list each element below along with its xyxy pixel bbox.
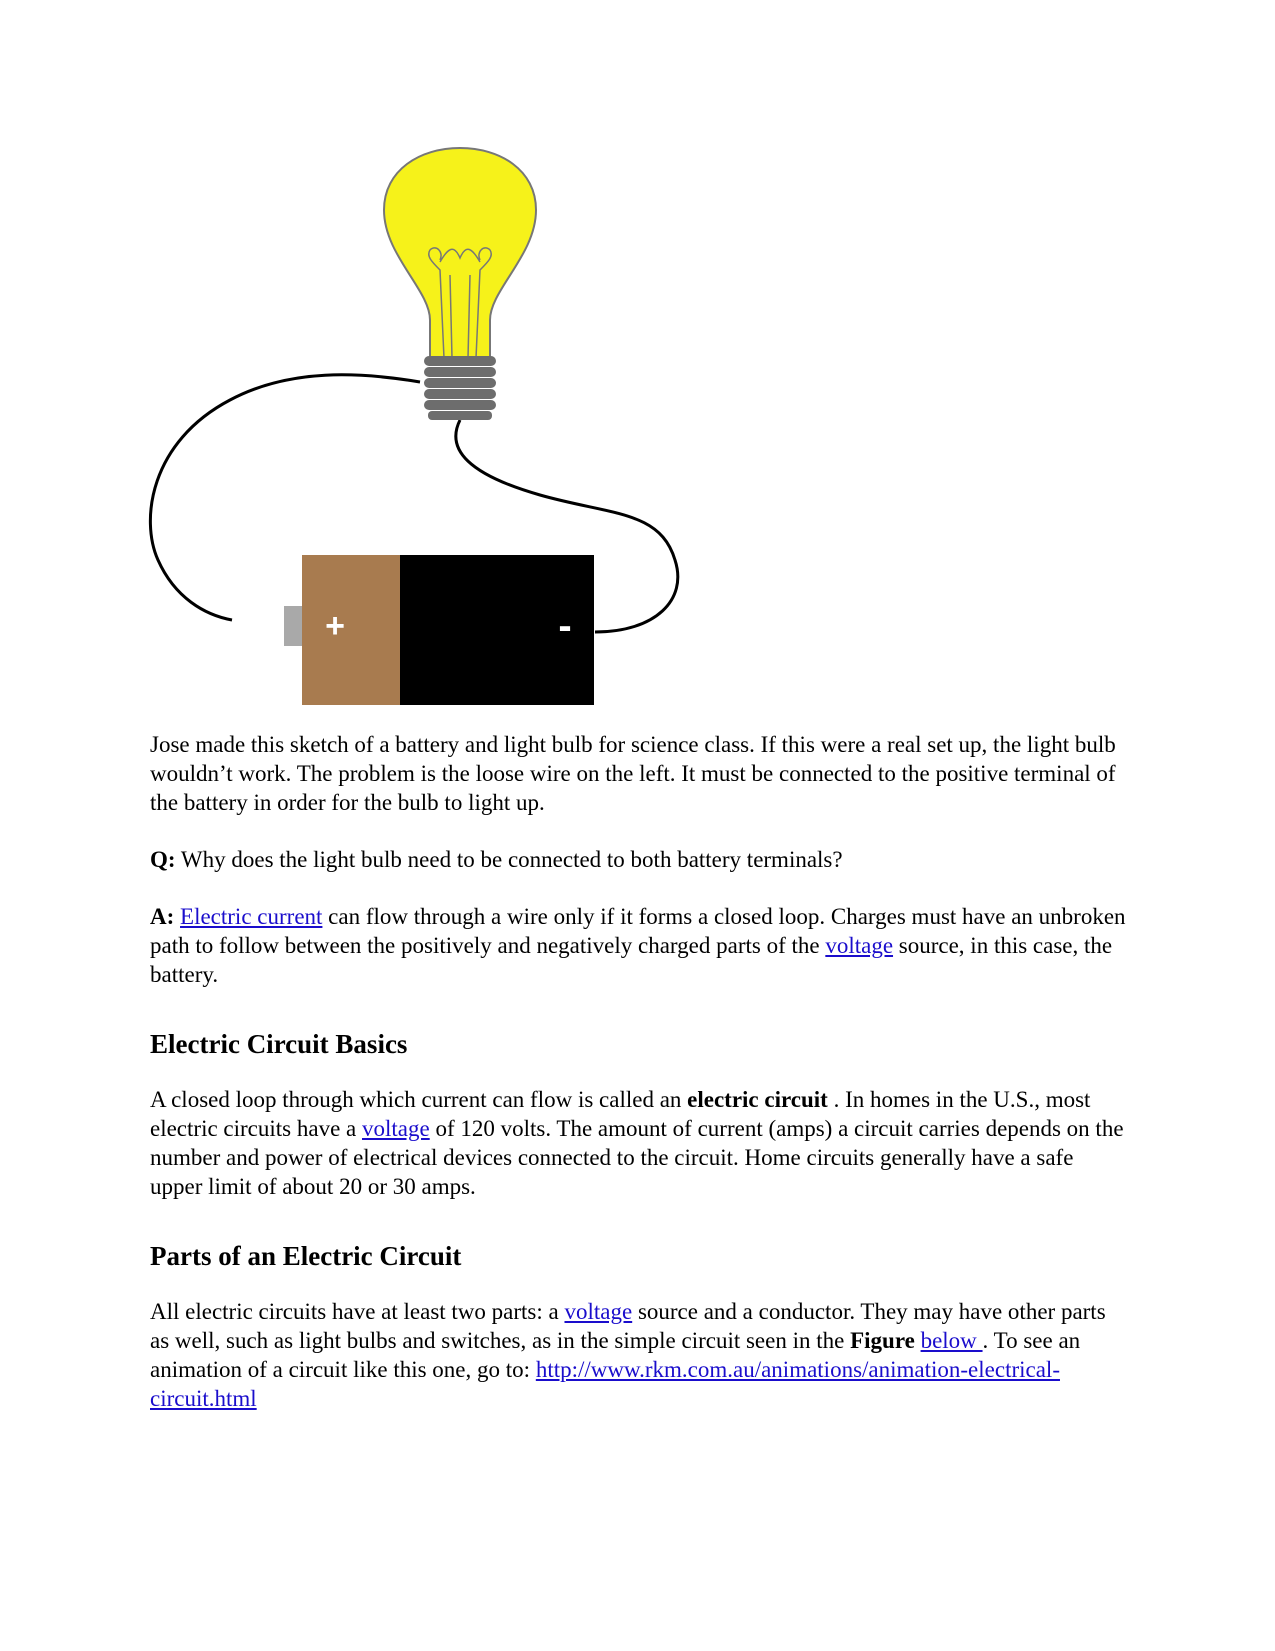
- parts-text-4: . To see an animation of a circuit like this one, go to:: [150, 1328, 1081, 1382]
- basics-paragraph: [150, 1085, 1130, 1201]
- basics-heading: Electric Circuit Basics: [150, 1029, 408, 1059]
- question-label: Q:: [150, 847, 176, 872]
- intro-paragraph: Jose made this sketch of a battery and light bulb for science class. If this were a real set up, the light bulb wouldn’t work. The problem is the loose wire on the left. It must be connected to the positive terminal of the battery in order for the bulb to light up.: [150, 732, 1116, 815]
- battery-nub: [284, 606, 302, 646]
- basics-text-2: . In homes in the U.S., most electric circuits have a: [150, 1087, 1091, 1141]
- question-paragraph: [150, 845, 1130, 874]
- figure-term: Figure: [850, 1328, 915, 1353]
- bulb-base: [424, 356, 496, 420]
- voltage-link-parts[interactable]: voltage: [564, 1299, 633, 1324]
- basics-text-3: of 120 volts. The amount of current (amps) a circuit carries depends on the number and power of electrical devices connected to the circuit. Home circuits generally have a safe upper limit of about 20 or 30 amps.: [150, 1116, 1124, 1199]
- answer-label: A:: [150, 904, 175, 929]
- question-text: Why does the light bulb need to be connected to both battery terminals?: [175, 847, 843, 872]
- parts-heading: Parts of an Electric Circuit: [150, 1241, 462, 1271]
- circuit-figure: [0, 0, 1275, 720]
- circuit-sketch: [0, 0, 1275, 720]
- parts-paragraph: [150, 1297, 1130, 1413]
- article-body: [150, 730, 1130, 1413]
- answer-text-1: can flow through a wire only if it forms a closed loop. Charges must have an unbroken path to follow between the positively and negatively charged parts of the: [150, 904, 1126, 958]
- electric-current-link[interactable]: Electric current: [180, 904, 323, 929]
- battery-plus-label: +: [325, 607, 345, 645]
- parts-text-2: source and a conductor. They may have other parts as well, such as light bulbs and switches, as in the simple circuit seen in the: [150, 1299, 1106, 1353]
- basics-text-1: A closed loop through which current can flow is called an: [150, 1087, 688, 1112]
- answer-paragraph: [150, 902, 1130, 989]
- parts-text-1: All electric circuits have at least two parts: a: [150, 1299, 565, 1324]
- answer-text-2: source, in this case, the battery.: [150, 933, 1113, 987]
- bulb-glass: [384, 148, 536, 358]
- voltage-link-answer[interactable]: voltage: [825, 933, 894, 958]
- battery-positive-band: [302, 555, 400, 705]
- voltage-link-basics[interactable]: voltage: [362, 1116, 430, 1141]
- animation-url-link[interactable]: http://www.rkm.com.au/animations/animation-electrical-circuit.html: [150, 1357, 1060, 1411]
- electric-circuit-term: electric circuit: [687, 1087, 828, 1112]
- battery-minus-label: -: [558, 604, 572, 648]
- below-link[interactable]: below: [920, 1328, 983, 1353]
